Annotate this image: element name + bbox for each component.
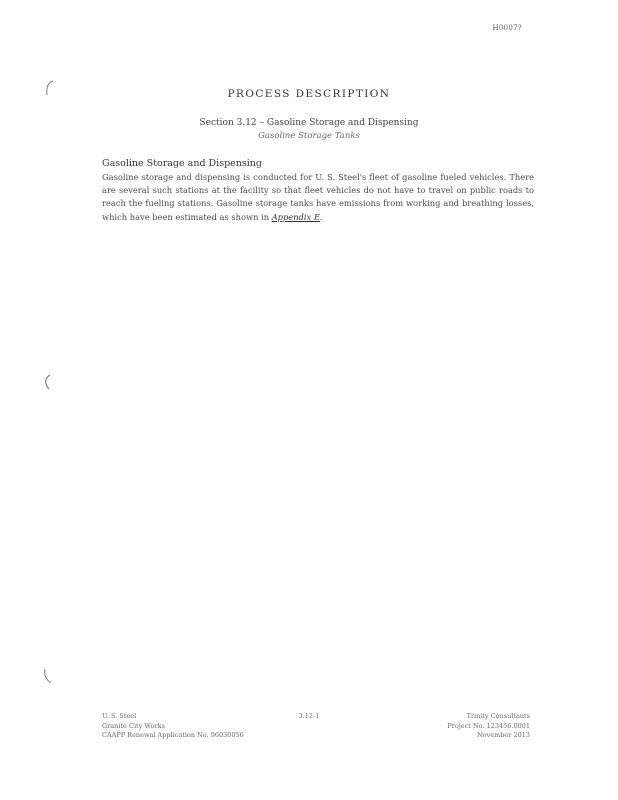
footer-project-number: Project No. 123456.0001 [447, 721, 530, 730]
body-block [102, 158, 534, 224]
binder-mark-middle-icon [42, 374, 52, 390]
page-id: H0007? [492, 24, 522, 32]
binder-mark-bottom-icon [42, 668, 52, 684]
paragraph-heading: Gasoline Storage and Dispensing [102, 158, 263, 169]
footer-consultant: Trinity Consultants [466, 712, 530, 720]
paragraph-text-main: Gasoline storage and dispensing is conducted for U. S. Steel's fleet of gasoline fueled vehicles. There are several such stations at the facility so that fleet vehicles do not have to travel on public roads to reach the fueling stations. Gasoline storage tanks have emissions from working and breathing losses, which have been estimated as shown in [102, 172, 534, 222]
section-title: Section 3.12 – Gasoline Storage and Dispensing [199, 118, 419, 128]
section-subtitle: Gasoline Storage Tanks [258, 131, 360, 141]
footer-right [447, 712, 530, 741]
footer-date: November 2013 [476, 731, 530, 739]
appendix-reference-link[interactable]: Appendix E [271, 211, 320, 222]
paragraph-text [102, 171, 534, 224]
footer-application: CAAPP Renewal Application No. 96030056 [102, 731, 244, 739]
paragraph-text-end: . [319, 211, 323, 222]
footer-facility: Granite City Works [102, 721, 165, 730]
page-heading: PROCESS DESCRIPTION [227, 88, 391, 100]
footer-company: U. S. Steel [102, 712, 137, 720]
footer-page-number: 3.12-1 [298, 712, 320, 720]
